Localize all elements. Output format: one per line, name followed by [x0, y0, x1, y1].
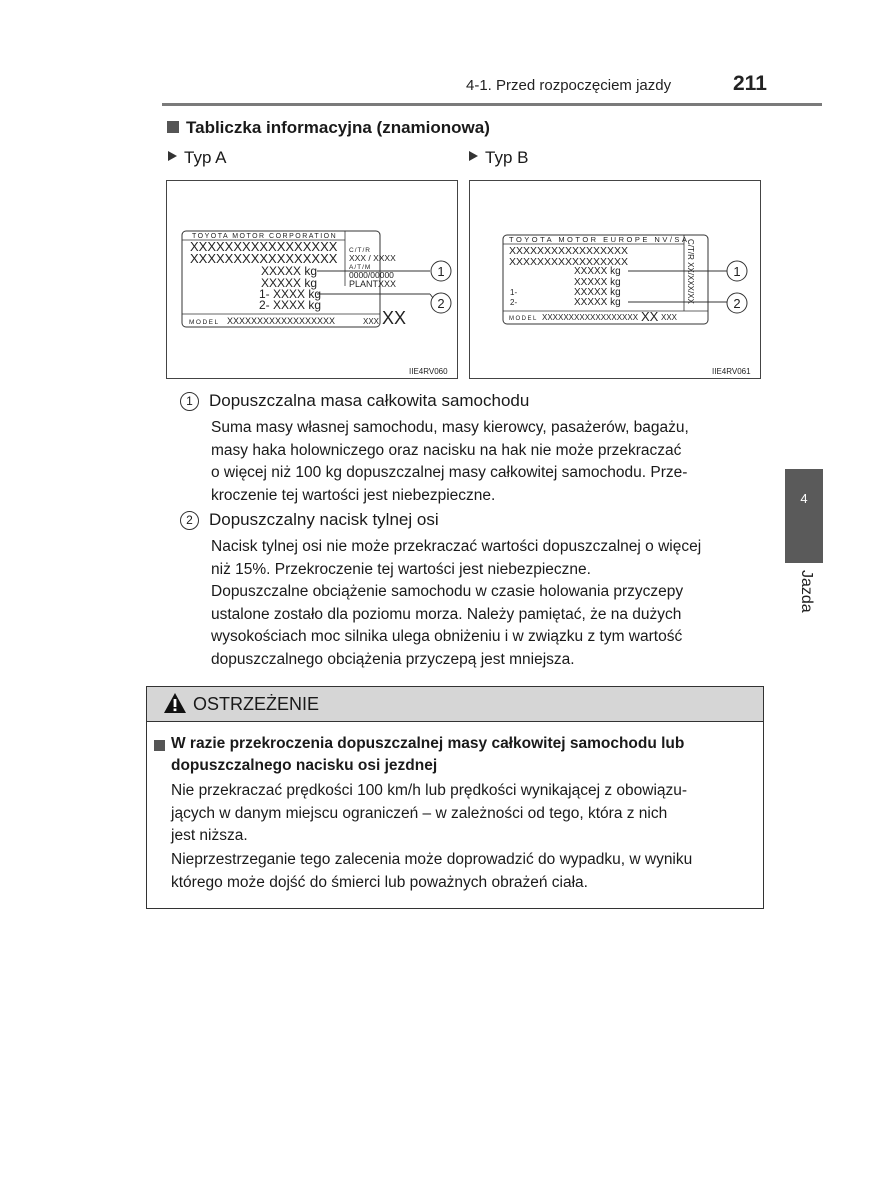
text-line: Nie przekraczać prędkości 100 km/h lub prędkości wynikającej z obowiązu-	[171, 782, 688, 799]
text-line: dopuszczalnego nacisku osi jezdnej	[171, 757, 438, 774]
warning-paragraph-2	[171, 849, 747, 894]
type-a-text: Typ A	[184, 148, 227, 167]
warning-title: OSTRZEŻENIE	[193, 694, 320, 714]
text-line: dopuszczalnego obciążenia przyczepą jest mniejsza.	[211, 650, 575, 668]
warning-triangle-icon	[163, 692, 187, 714]
plate-b-drawing	[470, 181, 760, 378]
callout-1-number: 1	[733, 264, 741, 279]
item-2-title	[180, 510, 439, 530]
text-line: Suma masy własnej samochodu, masy kierowcy, pasażerów, bagażu,	[211, 419, 689, 436]
text-line: wysokościach moc silnika ulega obniżeniu i w związku z tym wartość	[211, 628, 683, 645]
callout-2-number: 2	[437, 296, 445, 311]
chapter-tab-label: Jazda	[798, 570, 815, 613]
text-line: jących w danym miejscu ograniczeń – w zależności od tego, która z nich	[171, 804, 668, 822]
plate-b-model-value: XXXXXXXXXXXXXXXXXX	[542, 313, 639, 322]
text-line: jest niższa.	[171, 827, 248, 844]
item-1-title	[180, 391, 529, 411]
callout-2-number: 2	[733, 296, 741, 311]
plate-b-xxx: XXX	[661, 313, 678, 322]
section-title-text: Tabliczka informacyjna (znamionowa)	[186, 118, 490, 137]
text-line: Dopuszczalne obciążenie samochodu w czasie holowania przyczepy	[211, 583, 684, 600]
plate-a-axle1: 1- XXXX kg	[259, 287, 322, 301]
text-line: masy haka holowniczego oraz nacisku na hak nie może przekraczać	[211, 441, 682, 459]
text-line: Nieprzestrzeganie tego zalecenia może doprowadzić do wypadku, w wyniku	[171, 851, 693, 868]
plate-b-mass2: XXXXX kg	[574, 277, 621, 288]
plate-a-model-value: XXXXXXXXXXXXXXXXXX	[227, 316, 336, 326]
plate-a-plant: PLANTXXX	[349, 279, 397, 289]
plate-a-atm: A/T/M	[349, 264, 372, 271]
square-bullet-icon	[154, 740, 165, 751]
type-b-text: Typ B	[485, 148, 529, 167]
plate-a-ctr-value: XXX / XXXX	[349, 253, 396, 263]
callout-1-number: 1	[437, 264, 445, 279]
plate-b-axle2-label: 2-	[510, 298, 518, 307]
plate-b-xx: XX	[641, 309, 659, 324]
header-section-title: 4-1. Przed rozpoczęciem jazdy	[466, 77, 672, 94]
page-number: 211	[733, 72, 767, 95]
triangle-bullet-icon	[469, 151, 478, 161]
text-line: kroczenie tej wartości jest niebezpieczne.	[211, 486, 496, 504]
plate-a-xx: XX	[382, 308, 407, 328]
warning-heading	[171, 733, 751, 777]
plate-a-mass2: XXXXX kg	[261, 276, 318, 290]
plate-b-axle1: XXXXX kg	[574, 287, 621, 298]
plate-a-vin2: XXXXXXXXXXXXXXXXX	[190, 251, 338, 266]
plate-b-model-label: MODEL	[509, 316, 538, 322]
chapter-tab	[785, 469, 823, 563]
text-line: Nacisk tylnej osi nie może przekraczać wartości dopuszczalnej o więcej	[211, 538, 702, 555]
square-bullet-icon	[167, 121, 179, 133]
plate-b-company: TOYOTA MOTOR EUROPE NV/SA	[509, 235, 690, 244]
figure-type-b	[469, 180, 761, 379]
figure-a-code: IIE4RV060	[409, 367, 448, 376]
figure-type-a	[166, 180, 458, 379]
plate-b-vin1: XXXXXXXXXXXXXXXXX	[509, 245, 629, 257]
text-line: którego może dojść do śmierci lub poważnych obrażeń ciała.	[171, 873, 588, 891]
chapter-tab-number: 4	[800, 491, 808, 506]
section-title	[167, 118, 490, 138]
plate-a-drawing	[167, 181, 457, 378]
plate-b-axle1-label: 1-	[510, 288, 518, 297]
text-line: ustalone zostało dla poziomu morza. Należy pamiętać, że na dużych	[211, 605, 682, 623]
circled-number-1: 1	[180, 392, 199, 411]
plate-a-mass1: XXXXX kg	[261, 264, 318, 278]
text-line: niż 15%. Przekroczenie tej wartości jest niebezpieczne.	[211, 560, 591, 578]
plate-a-atm-value: 0000/00000	[349, 270, 394, 280]
circled-number-2: 2	[180, 511, 199, 530]
item-2-paragraph-2	[211, 581, 763, 671]
plate-b-side-text: C/T/R XX/XXX/XX	[686, 239, 695, 304]
header-rule	[162, 103, 822, 106]
plate-b-mass1: XXXXX kg	[574, 266, 621, 277]
plate-b-vin2: XXXXXXXXXXXXXXXXX	[509, 256, 629, 268]
text-line: o więcej niż 100 kg dopuszczalnej masy całkowitej samochodu. Prze-	[211, 464, 688, 481]
warning-header	[147, 687, 763, 722]
plate-a-ctr: C/T/R	[349, 247, 371, 254]
plate-a-model-label: MODEL	[189, 319, 220, 326]
item-1-paragraph	[211, 417, 763, 507]
warning-paragraph-1	[171, 780, 747, 848]
figure-b-code: IIE4RV061	[712, 367, 751, 376]
triangle-bullet-icon	[168, 151, 177, 161]
plate-a-axle2: 2- XXXX kg	[259, 298, 322, 312]
plate-b-axle2: XXXXX kg	[574, 297, 621, 308]
text-line: W razie przekroczenia dopuszczalnej masy całkowitej samochodu lub	[171, 735, 685, 752]
type-b-label	[469, 148, 528, 168]
item-1-title-text: Dopuszczalna masa całkowita samochodu	[209, 391, 530, 410]
warning-box	[146, 686, 764, 909]
type-a-label	[168, 148, 227, 168]
item-2-paragraph-1	[211, 536, 763, 581]
item-2-title-text: Dopuszczalny nacisk tylnej osi	[209, 510, 439, 529]
plate-a-company: TOYOTA MOTOR CORPORATION	[192, 233, 338, 240]
plate-a-xxx: XXX	[363, 317, 380, 326]
plate-a-vin1: XXXXXXXXXXXXXXXXX	[190, 239, 338, 254]
